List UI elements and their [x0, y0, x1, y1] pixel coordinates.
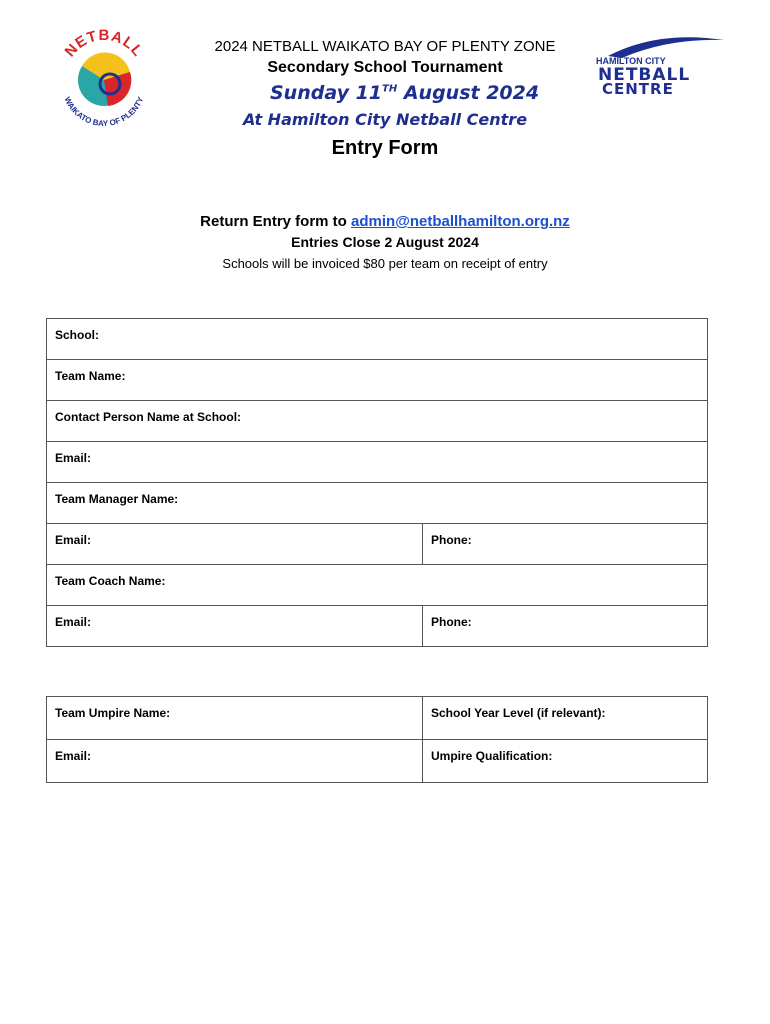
school-field[interactable]: School:	[47, 319, 708, 360]
table-row	[47, 524, 708, 565]
logo-line1: HAMILTON CITY	[596, 56, 666, 66]
coach-email-field[interactable]: Email:	[47, 606, 423, 647]
date-prefix: Sunday 11	[270, 82, 383, 104]
zone-heading: 2024 NETBALL WAIKATO BAY OF PLENTY ZONE	[214, 38, 556, 55]
date-superscript: TH	[382, 83, 398, 95]
table-row	[47, 565, 708, 606]
table-row	[47, 483, 708, 524]
manager-phone-field[interactable]: Phone:	[423, 524, 708, 565]
team-name-field[interactable]: Team Name:	[47, 360, 708, 401]
return-instruction	[0, 213, 770, 230]
contact-email-field[interactable]: Email:	[47, 442, 708, 483]
return-email-link[interactable]: admin@netballhamilton.org.nz	[351, 213, 570, 230]
logo-line2: NETBALL	[598, 65, 691, 85]
table-row	[47, 360, 708, 401]
table-row	[47, 319, 708, 360]
logo-bottom-text: WAIKATO BAY OF PLENTY	[62, 95, 146, 129]
venue-heading: At Hamilton City Netball Centre	[242, 110, 528, 129]
umpire-qualification-field[interactable]: Umpire Qualification:	[423, 740, 708, 783]
logo-top-text: NETBALL	[61, 26, 147, 61]
umpire-name-field[interactable]: Team Umpire Name:	[47, 697, 423, 740]
tournament-heading: Secondary School Tournament	[267, 59, 503, 76]
umpire-email-field[interactable]: Email:	[47, 740, 423, 783]
umpire-table	[46, 696, 708, 783]
team-coach-field[interactable]: Team Coach Name:	[47, 565, 708, 606]
table-row	[47, 697, 708, 740]
date-suffix: August 2024	[397, 82, 540, 104]
invoice-note: Schools will be invoiced $80 per team on receipt of entry	[222, 256, 548, 271]
contact-person-field[interactable]: Contact Person Name at School:	[47, 401, 708, 442]
page-title: Entry Form	[331, 137, 439, 159]
table-row	[47, 740, 708, 783]
table-row	[47, 401, 708, 442]
manager-email-field[interactable]: Email:	[47, 524, 423, 565]
team-entry-table	[46, 318, 708, 647]
table-row	[47, 442, 708, 483]
return-prefix: Return Entry form to	[200, 213, 352, 230]
table-row	[47, 606, 708, 647]
date-heading	[270, 82, 539, 104]
team-manager-field[interactable]: Team Manager Name:	[47, 483, 708, 524]
coach-phone-field[interactable]: Phone:	[423, 606, 708, 647]
entries-close: Entries Close 2 August 2024	[291, 234, 479, 250]
year-level-field[interactable]: School Year Level (if relevant):	[423, 697, 708, 740]
logo-line3: CENTRE	[602, 80, 674, 98]
